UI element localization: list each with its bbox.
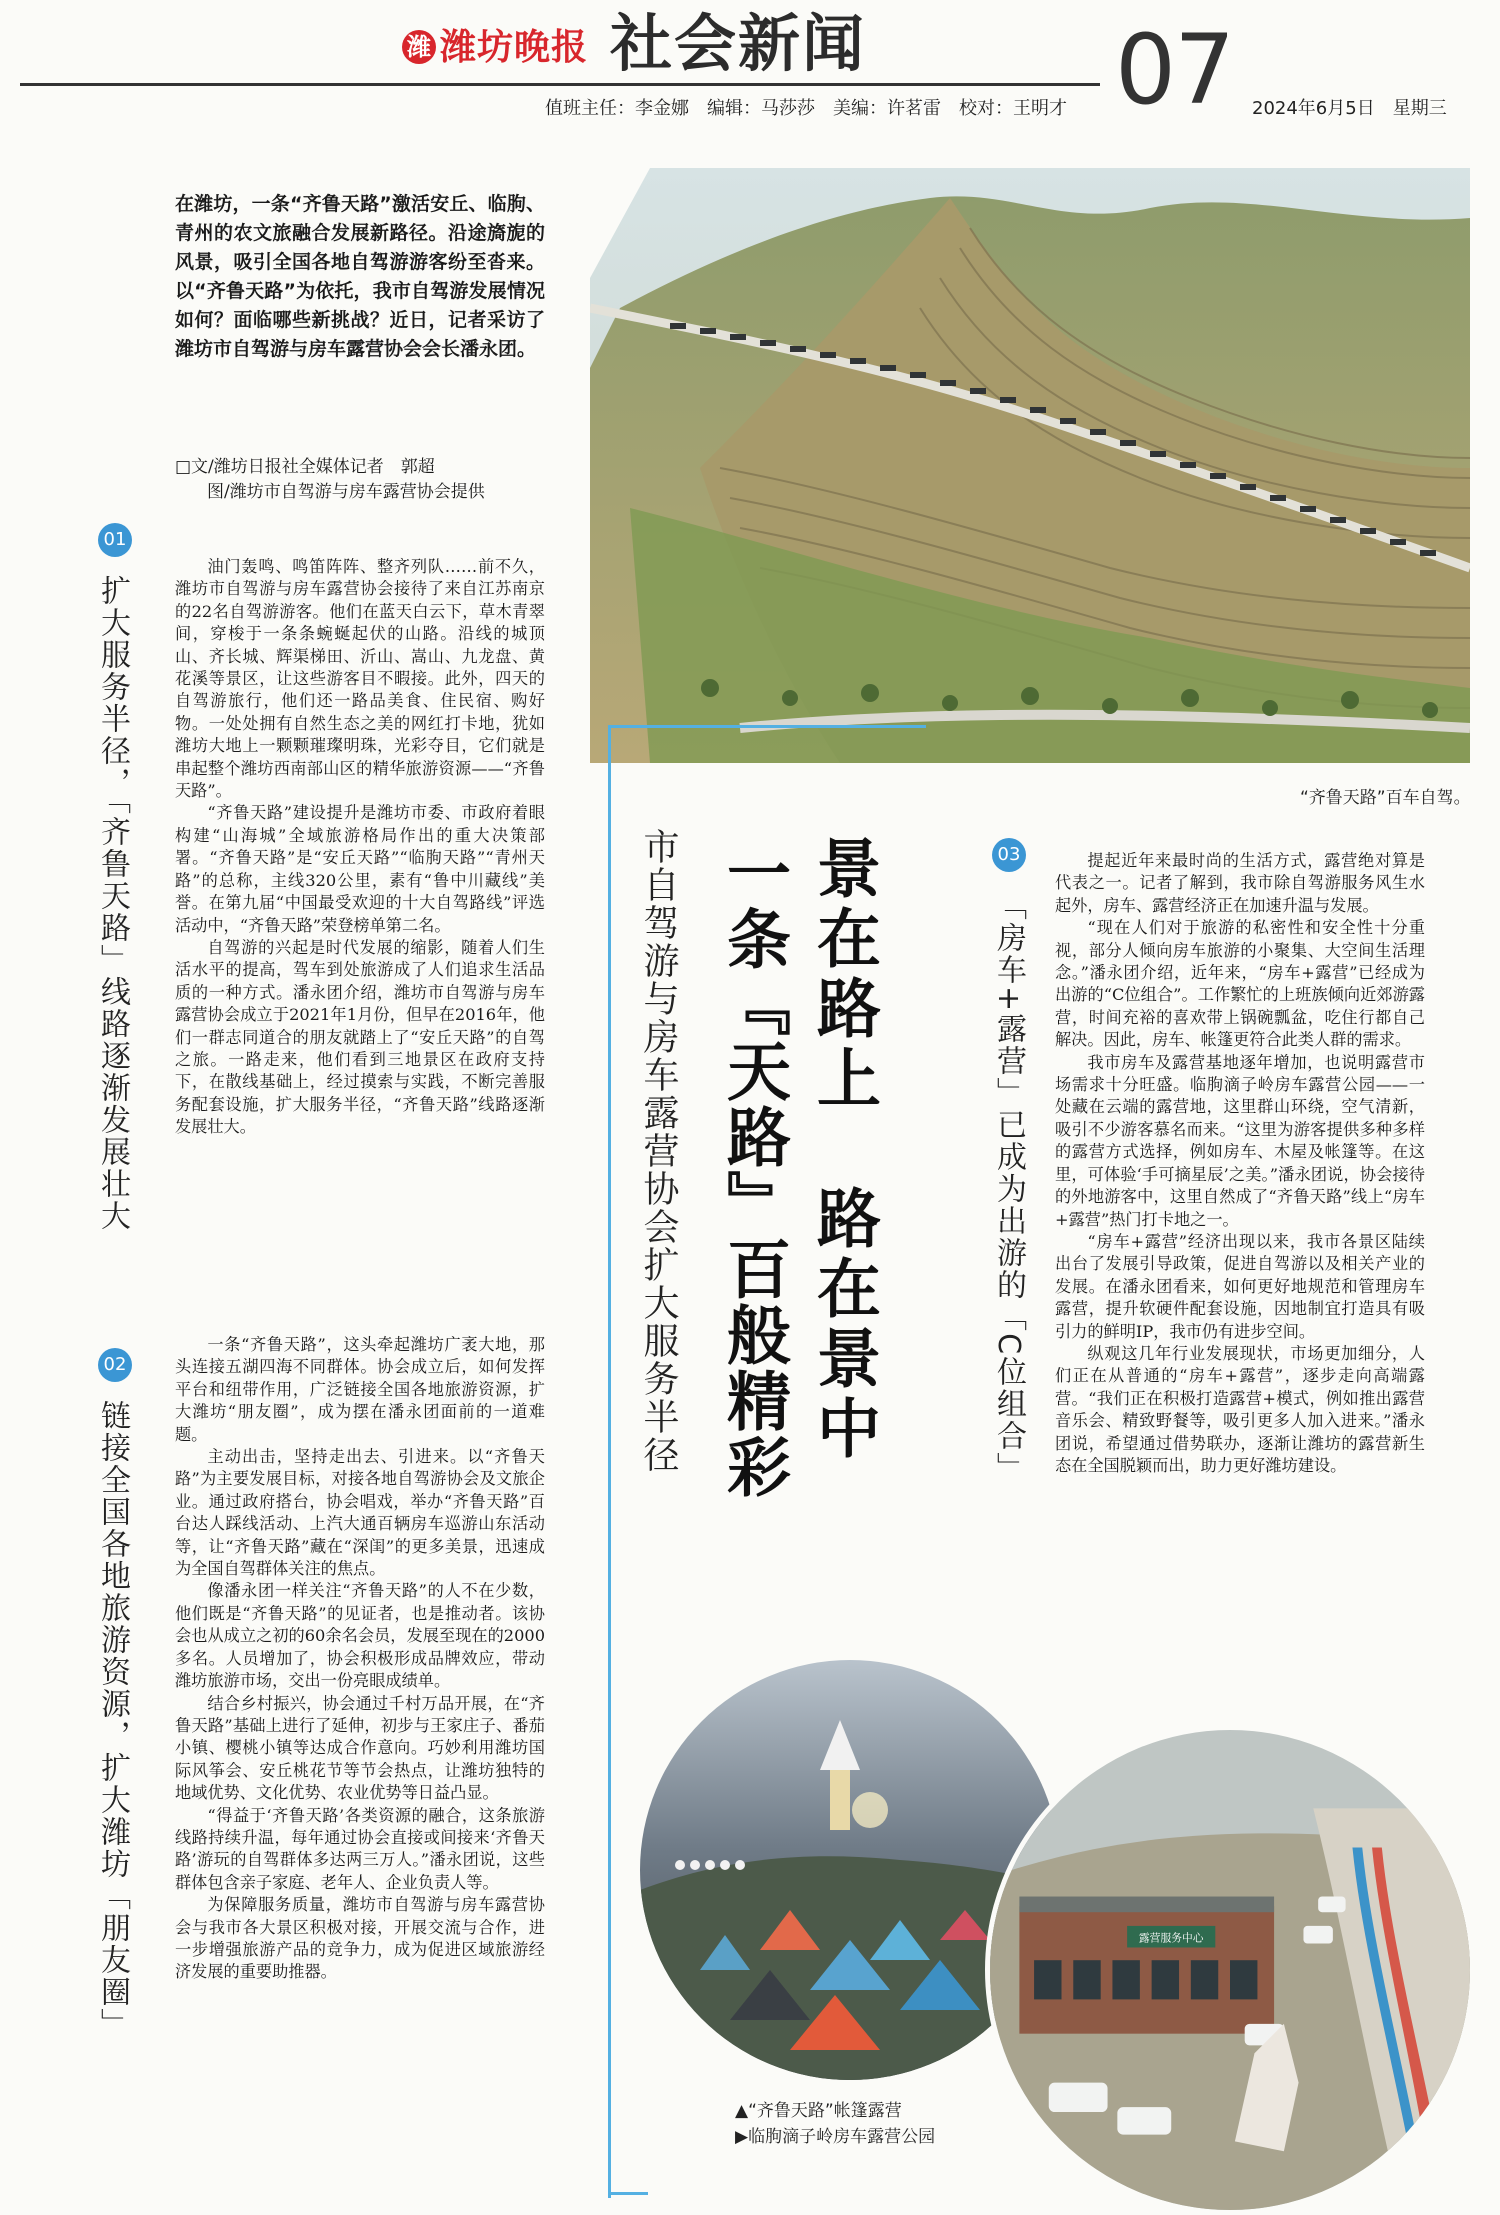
paragraph: “房车+露营”经济出现以来，我市各景区陆续出台了发展引导政策，促进自驾游以及相关产业的发展。在潘永团看来，如何更好地规范和管理房车露营，提升软硬件配套设施，因地制宜打造具有吸引力的鲜明IP，我市仍有进步空间。 — [1055, 1231, 1425, 1341]
byline-photo: 图/潍坊市自驾游与房车露营协会提供 — [207, 482, 485, 502]
headline-second: 一条『天路』百般精彩 — [716, 840, 790, 1500]
paragraph: “现在人们对于旅游的私密性和安全性十分重视，部分人倾向房车旅游的小聚集、大空间生活理念。”潘永团介绍，近年来，“房车+露营”已经成为出游的“C位组合”。工作繁忙的上班族倾向近郊游露营，时间充裕的喜欢带上锅碗瓢盆，吃住行都自己解决。因此，房车、帐篷更符合此类人群的需求。 — [1055, 918, 1425, 1050]
paragraph: 为保障服务质量，潍坊市自驾游与房车露营协会与我市各大景区积极对接，开展交流与合作，进一步增强旅游产品的竞争力，成为促进区域旅游经济发展的重要助推器。 — [175, 1895, 545, 1982]
section-number-badge: 01 — [98, 523, 132, 557]
section-title: 社会新闻 — [610, 7, 867, 80]
paragraph: 主动出击，坚持走出去、引进来。以“齐鲁天路”为主要发展目标，对接各地自驾游协会及文旅企业。通过政府搭台，协会唱戏，举办“齐鲁天路”百台达人踩线活动、上汽大通百辆房车巡游山东活动等，让“齐鲁天路”藏在“深闺”的更多美景，迅速成为全国自驾群体关注的焦点。 — [175, 1447, 545, 1579]
paragraph: “齐鲁天路”建设提升是潍坊市委、市政府着眼构建“山海城”全域旅游格局作出的重大决策部署。“齐鲁天路”是“安丘天路”“临朐天路”“青州天路”的总称，主线320公里，素有“鲁中川藏线”美誉。在第九届“中国最受欢迎的十大自驾路线”评选活动中，“齐鲁天路”荣登榜单第二名。 — [175, 803, 545, 935]
paragraph: 像潘永团一样关注“齐鲁天路”的人不在少数，他们既是“齐鲁天路”的见证者，也是推动者。该协会也从成立之初的60余名会员，发展至现在的2000多名。人员增加了，协会积极形成品牌效应，带动潍坊旅游市场，交出一份亮眼成绩单。 — [175, 1581, 545, 1691]
paragraph: 一条“齐鲁天路”，这头牵起潍坊广袤大地，那头连接五湖四海不同群体。协会成立后，如何发挥平台和纽带作用，广泛链接全国各地旅游资源，扩大潍坊“朋友圈”，成为摆在潘永团面前的一道难题。 — [175, 1335, 545, 1444]
paragraph: 结合乡村振兴，协会通过千村万品开展，在“齐鲁天路”基础上进行了延伸，初步与王家庄子、番茄小镇、樱桃小镇等达成合作意向。巧妙利用潍坊国际风筝会、安丘桃花节等节会热点，让潍坊独特的地域优势、文化优势、农业优势等日益凸显。 — [175, 1693, 545, 1803]
mountain-road-photo — [590, 168, 1470, 763]
paragraph: 油门轰鸣、鸣笛阵阵、整齐列队……前不久，潍坊市自驾游与房车露营协会接待了来自江苏南京的22名自驾游游客。他们在蓝天白云下，草木青翠间，穿梭于一条条蜿蜒起伏的山路。沿线的城顶山、齐长城、辉渠梯田、沂山、嵩山、九龙盘、黄花溪等景区，让这些游客目不暇接。此外，四天的自驾游旅行，他们还一路品美食、住民宿、购好物。一处处拥有自然生态之美的网红打卡地，犹如潍坊大地上一颗颗璀璨明珠，光彩夺目，它们就是串起整个潍坊西南部山区的精华旅游资源——“齐鲁天路”。 — [175, 557, 545, 801]
section-heading: 扩大服务半径，「齐鲁天路」线路逐渐发展壮大 — [95, 575, 130, 1232]
paragraph: 纵观这几年行业发展现状，市场更加细分，人们正在从普通的“房车+露营”，逐步走向高端露营。“我们正在积极打造露营+模式，例如推出露营音乐会、精致野餐等，吸引更多人加入进来。”潘永团说，希望通过借势联办，逐渐让潍坊的露营新生态在全国脱颖而出，助力更好潍坊建设。 — [1055, 1343, 1425, 1475]
headline-frame-bottom — [608, 2192, 648, 2195]
section-body — [175, 556, 545, 1139]
camping-photo-caption: ▲“齐鲁天路”帐篷露营 — [735, 2101, 902, 2121]
headline-subhead: 市自驾游与房车露营协会扩大服务半径 — [638, 828, 679, 1474]
paragraph: 我市房车及露营基地逐年增加，也说明露营市场需求十分旺盛。临朐滴子岭房车露营公园——一处藏在云端的露营地，这里群山环绕，空气清新，吸引不少游客慕名而来。“这里为游客提供多种多样的露营方式选择，例如房车、木屋及帐篷等。在这里，可体验‘手可摘星辰’之美。”潘永团说，协会接待的外地游客中，这里自然成了“齐鲁天路”线上“房车+露营”热门打卡地之一。 — [1055, 1052, 1425, 1229]
page-number: 07 — [1115, 14, 1234, 126]
article-lead: 在潍坊，一条“齐鲁天路”激活安丘、临朐、青州的农文旅融合发展新路径。沿途旖旎的风景，吸引全国各地自驾游游客纷至沓来。以“齐鲁天路”为依托，我市自驾游发展情况如何？面临哪些新挑战？近日，记者采访了潍坊市自驾游与房车露营协会会长潘永团。 — [175, 193, 545, 360]
section-number-badge: 03 — [992, 838, 1026, 872]
section-body — [175, 1334, 545, 1984]
paragraph: 自驾游的兴起是时代发展的缩影，随着人们生活水平的提高，驾车到处旅游成了人们追求生活品质的一种方式。潘永团介绍，潍坊市自驾游与房车露营协会成立于2021年1月份，但早在2016年，他们一群志同道合的朋友就踏上了“安丘天路”的自驾之旅。一路走来，他们看到三地景区在政府支持下，在散线基础上，经过摸索与实践，不断完善服务配套设施，扩大服务半径，“齐鲁天路”线路逐渐发展壮大。 — [175, 937, 545, 1137]
byline — [175, 455, 545, 505]
header-rule — [20, 83, 1100, 86]
paragraph: 提起近年来最时尚的生活方式，露营绝对算是代表之一。记者了解到，我市除自驾游服务风生水起外，房车、露营经济正在加速升温与发展。 — [1055, 851, 1425, 915]
section-heading: 「房车+露营」已成为出游的「C位组合」 — [991, 890, 1026, 1485]
issue-date: 2024年6月5日 星期三 — [1252, 98, 1447, 119]
byline-writer: □文/潍坊日报社全媒体记者 郭超 — [175, 457, 435, 477]
headline-main: 景在路上 路在景中 — [806, 835, 880, 1465]
rv-park-photo — [985, 1725, 1475, 2215]
section-heading: 链接全国各地旅游资源，扩大潍坊「朋友圈」 — [95, 1400, 130, 2040]
service-center-sign: 露营服务中心 — [1138, 1931, 1204, 1945]
rv-park-photo-caption: ▶临朐滴子岭房车露营公园 — [735, 2127, 936, 2147]
staff-credits: 值班主任：李金娜 编辑：马莎莎 美编：许茗雷 校对：王明才 — [545, 98, 1067, 119]
top-photo-caption: “齐鲁天路”百车自驾。 — [1300, 788, 1471, 808]
newspaper-logo-icon: 潍 — [402, 30, 436, 64]
section-number-badge: 02 — [98, 1348, 132, 1382]
section-body — [1055, 850, 1425, 1477]
paragraph: “得益于‘齐鲁天路’各类资源的融合，这条旅游线路持续升温，每年通过协会直接或间接来‘齐鲁天路’游玩的自驾群体多达两三万人。”潘永团说，这些群体包含亲子家庭、老年人、企业负责人等。 — [175, 1805, 545, 1892]
newspaper-name: 潍坊晚报 — [440, 27, 589, 68]
